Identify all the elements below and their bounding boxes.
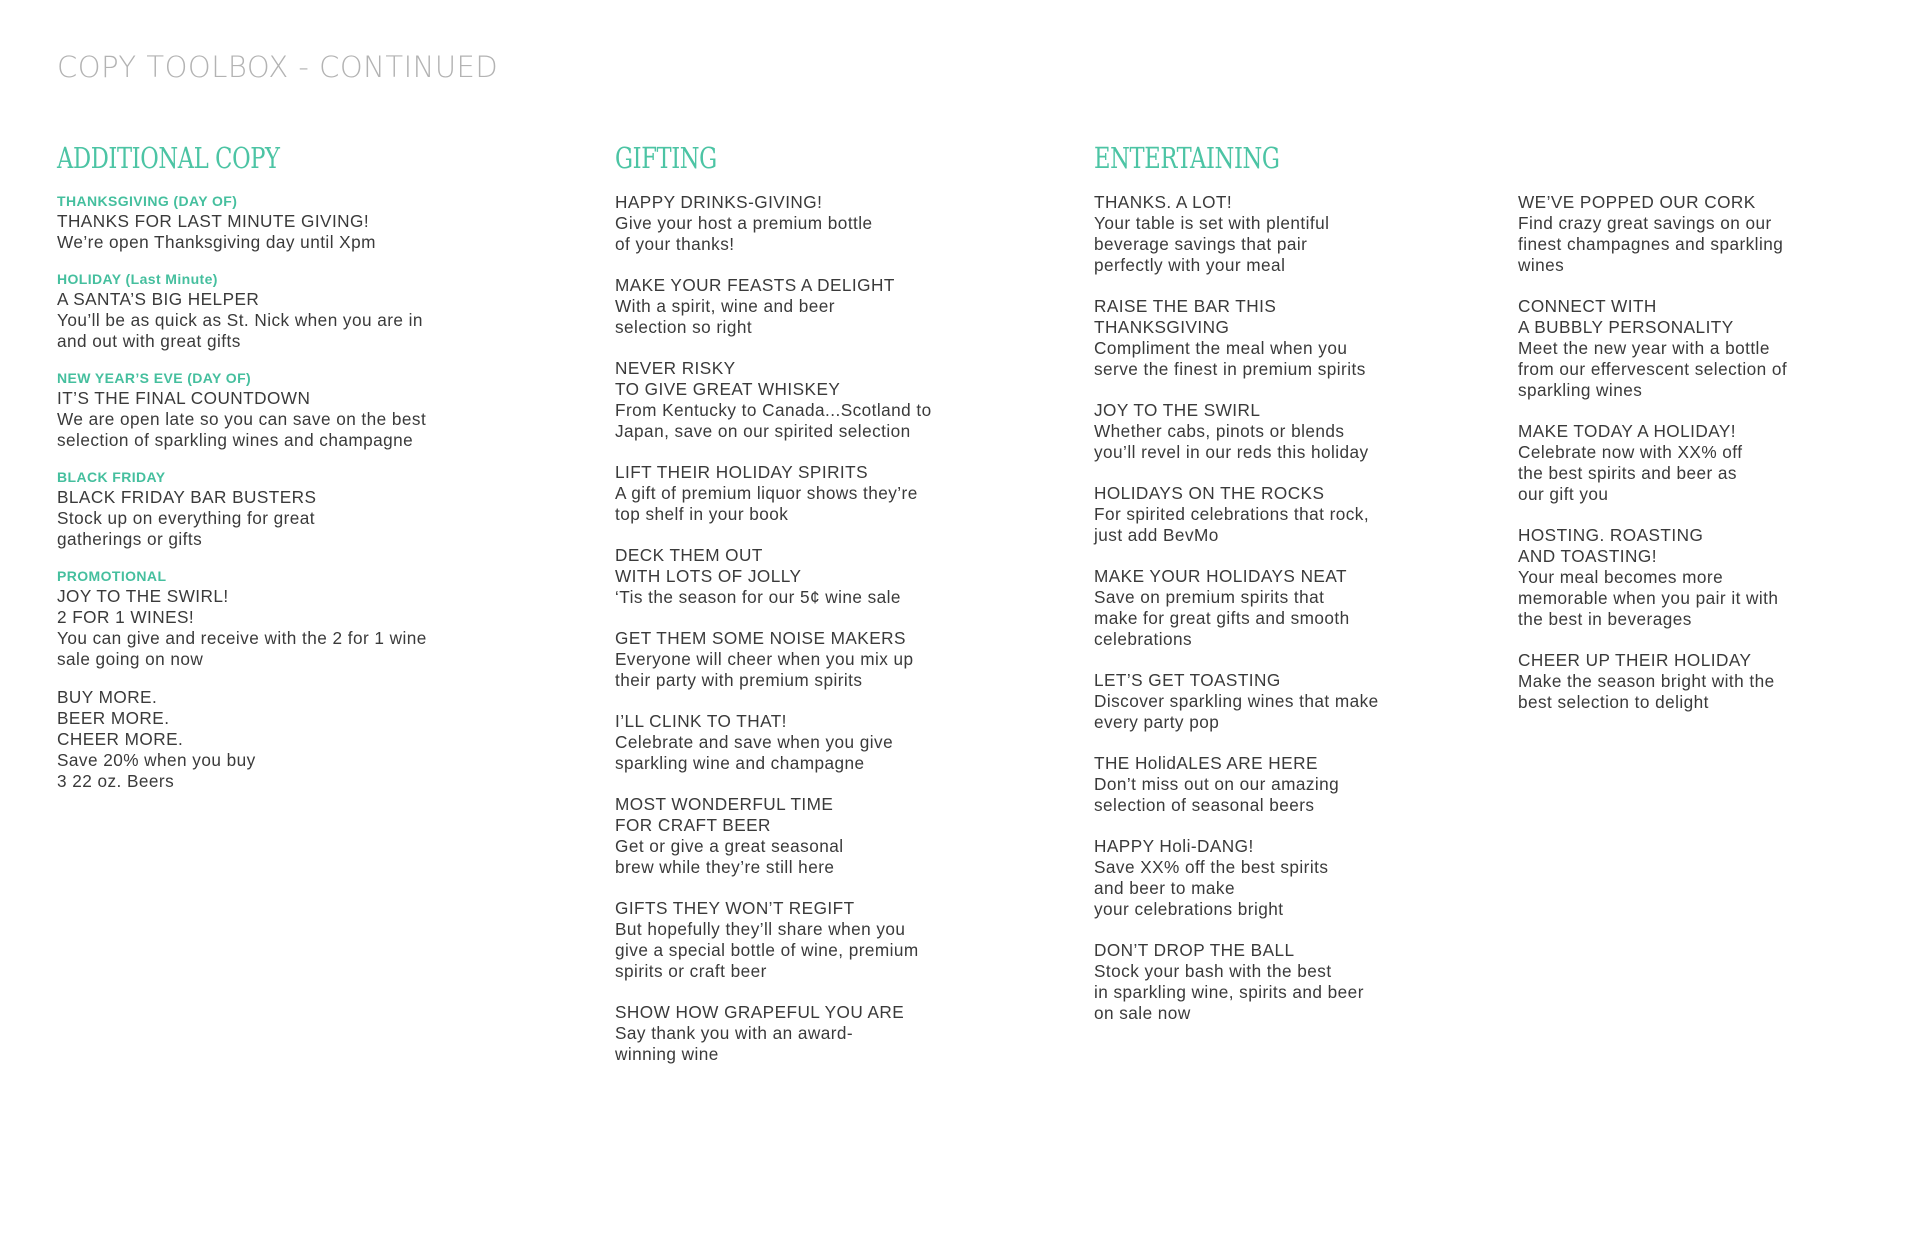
entry-body: Don’t miss out on our amazing selection of seasonal beers: [1094, 774, 1340, 815]
copy-entry: [615, 275, 1055, 338]
entry-body: We’re open Thanksgiving day until Xpm: [57, 232, 376, 252]
copy-entry: [615, 192, 1055, 255]
entry-body: Find crazy great savings on our finest champagnes and sparkling wines: [1518, 213, 1784, 275]
entry-body: Whether cabs, pinots or blends you’ll revel in our reds this holiday: [1094, 421, 1369, 462]
entry-headline: MAKE YOUR HOLIDAYS NEAT: [1094, 566, 1347, 586]
entry-body: You can give and receive with the 2 for 1 wine sale going on now: [57, 628, 427, 669]
entry-body: Save on premium spirits that make for great gifts and smooth celebrations: [1094, 587, 1350, 649]
copy-entry: [1094, 483, 1494, 546]
copy-entry: [615, 794, 1055, 878]
section-heading-gifting: GIFTING: [615, 141, 717, 175]
entry-body: Make the season bright with the best selection to delight: [1518, 671, 1775, 712]
entry-headline: MAKE YOUR FEASTS A DELIGHT: [615, 275, 895, 295]
copy-entry: [1094, 192, 1494, 276]
copy-entry: [57, 192, 577, 253]
copy-entry: [1518, 296, 1898, 401]
section-heading-additional-copy: ADDITIONAL COPY: [57, 141, 280, 175]
copy-entry: [615, 711, 1055, 774]
entry-headline: MAKE TODAY A HOLIDAY!: [1518, 421, 1737, 441]
entertaining-column: [1094, 140, 1494, 1044]
entry-headline: THANKS FOR LAST MINUTE GIVING!: [57, 211, 370, 231]
entry-body: From Kentucky to Canada...Scotland to Japan, save on our spirited selection: [615, 400, 932, 441]
entry-body: Stock your bash with the best in sparkling wine, spirits and beer on sale now: [1094, 961, 1364, 1023]
copy-entry: [615, 358, 1055, 442]
entry-headline: A SANTA’S BIG HELPER: [57, 289, 260, 309]
copy-entry: [57, 468, 577, 550]
entry-headline: SHOW HOW GRAPEFUL YOU ARE: [615, 1002, 905, 1022]
entry-body: Save 20% when you buy 3 22 oz. Beers: [57, 750, 256, 791]
entry-body: Your table is set with plentiful beverage savings that pair perfectly with your meal: [1094, 213, 1330, 275]
entry-headline: LIFT THEIR HOLIDAY SPIRITS: [615, 462, 869, 482]
entry-label: NEW YEAR’S EVE (DAY OF): [57, 370, 252, 386]
copy-entry: [1094, 296, 1494, 380]
copy-entry: [1518, 525, 1898, 630]
entry-body: Your meal becomes more memorable when you pair it with the best in beverages: [1518, 567, 1779, 629]
entry-body: ‘Tis the season for our 5¢ wine sale: [615, 587, 901, 607]
entertaining-continued-column: [1518, 192, 1898, 733]
copy-entry: [1094, 400, 1494, 463]
entry-headline: THE HolidALES ARE HERE: [1094, 753, 1318, 773]
entry-headline: DECK THEM OUT WITH LOTS OF JOLLY: [615, 545, 802, 586]
entry-headline: CONNECT WITH A BUBBLY PERSONALITY: [1518, 296, 1734, 337]
copy-entry: [57, 270, 577, 352]
copy-entry: [1518, 650, 1898, 713]
entry-headline: JOY TO THE SWIRL: [1094, 400, 1261, 420]
copy-entry: [57, 687, 577, 792]
entry-body: But hopefully they’ll share when you give a special bottle of wine, premium spirits or craft beer: [615, 919, 919, 981]
entry-body: Give your host a premium bottle of your thanks!: [615, 213, 873, 254]
entry-body: Everyone will cheer when you mix up their party with premium spirits: [615, 649, 914, 690]
entry-headline: GET THEM SOME NOISE MAKERS: [615, 628, 906, 648]
entry-headline: JOY TO THE SWIRL! 2 FOR 1 WINES!: [57, 586, 229, 627]
copy-entry: [1518, 421, 1898, 505]
copy-entry: [615, 545, 1055, 608]
copy-entry: [57, 369, 577, 451]
entry-body: Say thank you with an award- winning wine: [615, 1023, 854, 1064]
entry-body: With a spirit, wine and beer selection so right: [615, 296, 835, 337]
entry-headline: HOLIDAYS ON THE ROCKS: [1094, 483, 1325, 503]
entry-body: For spirited celebrations that rock, just add BevMo: [1094, 504, 1370, 545]
entry-headline: NEVER RISKY TO GIVE GREAT WHISKEY: [615, 358, 841, 399]
entry-body: Discover sparkling wines that make every party pop: [1094, 691, 1379, 732]
copy-entry: [1094, 670, 1494, 733]
entry-body: A gift of premium liquor shows they’re top shelf in your book: [615, 483, 918, 524]
copy-entry: [615, 1002, 1055, 1065]
entry-label: BLACK FRIDAY: [57, 469, 166, 485]
copy-entry: [1518, 192, 1898, 276]
page-title: COPY TOOLBOX - CONTINUED: [57, 50, 499, 84]
entry-headline: I’LL CLINK TO THAT!: [615, 711, 787, 731]
entry-body: Celebrate and save when you give sparkling wine and champagne: [615, 732, 894, 773]
entry-headline: BLACK FRIDAY BAR BUSTERS: [57, 487, 317, 507]
copy-entry: [1094, 753, 1494, 816]
copy-entry: [1094, 940, 1494, 1024]
entry-body: You’ll be as quick as St. Nick when you are in and out with great gifts: [57, 310, 423, 351]
copy-entry: [1094, 836, 1494, 920]
entry-body: We are open late so you can save on the best selection of sparkling wines and champagne: [57, 409, 427, 450]
entry-headline: WE’VE POPPED OUR CORK: [1518, 192, 1756, 212]
entry-label: THANKSGIVING (DAY OF): [57, 193, 238, 209]
gifting-column: [615, 140, 1055, 1085]
entry-headline: RAISE THE BAR THIS THANKSGIVING: [1094, 296, 1277, 337]
entry-body: Meet the new year with a bottle from our effervescent selection of sparkling wines: [1518, 338, 1788, 400]
entry-headline: HAPPY Holi-DANG!: [1094, 836, 1254, 856]
entry-label: HOLIDAY (Last Minute): [57, 271, 218, 287]
entry-headline: MOST WONDERFUL TIME FOR CRAFT BEER: [615, 794, 834, 835]
copy-entry: [615, 898, 1055, 982]
entry-headline: LET’S GET TOASTING: [1094, 670, 1281, 690]
additional-copy-column: [57, 140, 577, 809]
entry-headline: HAPPY DRINKS-GIVING!: [615, 192, 823, 212]
entry-body: Compliment the meal when you serve the finest in premium spirits: [1094, 338, 1366, 379]
entry-headline: IT’S THE FINAL COUNTDOWN: [57, 388, 311, 408]
section-heading-entertaining: ENTERTAINING: [1094, 141, 1280, 175]
entry-headline: BUY MORE. BEER MORE. CHEER MORE.: [57, 687, 184, 749]
entry-body: Save XX% off the best spirits and beer to make your celebrations bright: [1094, 857, 1329, 919]
copy-entry: [57, 567, 577, 670]
entry-body: Stock up on everything for great gatherings or gifts: [57, 508, 316, 549]
entry-label: PROMOTIONAL: [57, 568, 167, 584]
entry-headline: DON’T DROP THE BALL: [1094, 940, 1295, 960]
entry-headline: THANKS. A LOT!: [1094, 192, 1233, 212]
copy-entry: [615, 628, 1055, 691]
copy-entry: [615, 462, 1055, 525]
entry-body: Celebrate now with XX% off the best spirits and beer as our gift you: [1518, 442, 1743, 504]
entry-body: Get or give a great seasonal brew while they’re still here: [615, 836, 844, 877]
entry-headline: GIFTS THEY WON’T REGIFT: [615, 898, 855, 918]
entry-headline: HOSTING. ROASTING AND TOASTING!: [1518, 525, 1704, 566]
entry-headline: CHEER UP THEIR HOLIDAY: [1518, 650, 1752, 670]
copy-entry: [1094, 566, 1494, 650]
